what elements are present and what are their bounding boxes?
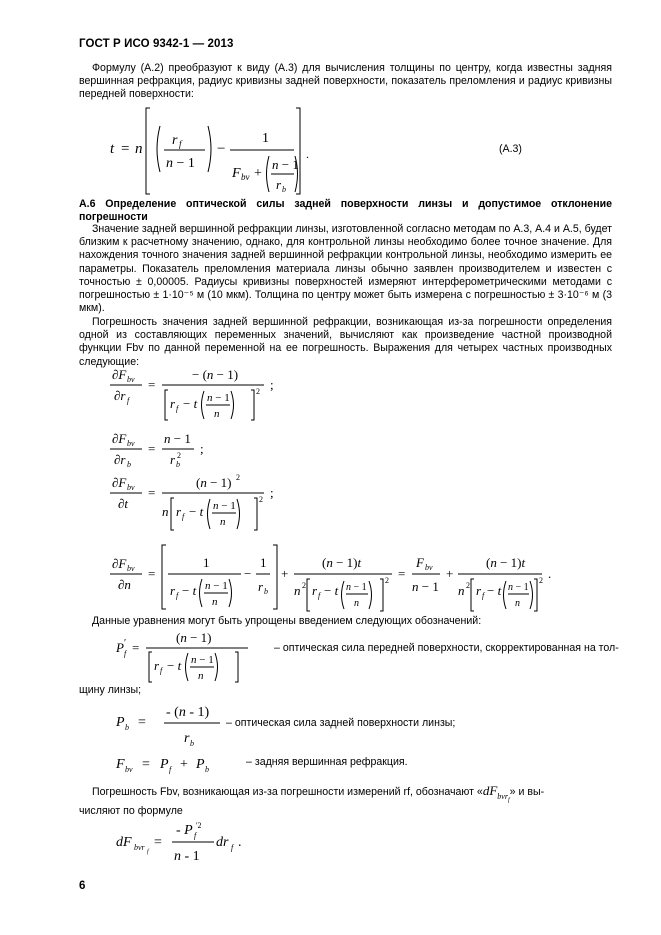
svg-text:=: = — [138, 715, 146, 730]
svg-text:f: f — [147, 849, 149, 855]
svg-text:f: f — [318, 591, 321, 600]
paragraph-partial-derivatives: Погрешность значения задней вершинной рефракции, возникающая из-за погрешности определения одной из составляющих переменных значений, вычисляют как произведение частной производной функции Fbv по данной переменной на ее погрешность. Выражения для четырех частных производных следующие: — [79, 316, 612, 368]
svg-text:b: b — [282, 185, 286, 194]
svg-text:(n − 1): (n − 1) — [196, 475, 232, 490]
page-number: 6 — [79, 880, 86, 892]
svg-text:n: n — [458, 583, 465, 598]
equation-dfbv-drb — [110, 428, 220, 470]
svg-text:F: F — [232, 166, 241, 181]
paragraph-error-rf-end: » и вы- — [509, 786, 545, 798]
svg-text:∂n: ∂n — [118, 577, 131, 592]
svg-text:bv: bv — [127, 375, 135, 384]
svg-text:2: 2 — [385, 576, 389, 585]
svg-text:f: f — [179, 139, 182, 149]
svg-text:2: 2 — [177, 451, 181, 460]
svg-text:.: . — [238, 835, 242, 850]
svg-text:− t: − t — [487, 583, 502, 598]
svg-text:−: − — [217, 141, 226, 157]
svg-text:f: f — [124, 649, 127, 658]
svg-text:n: n — [354, 598, 359, 609]
desc-pb: – оптическая сила задней поверхности линзы; — [226, 717, 456, 729]
svg-text:P: P — [116, 640, 124, 655]
svg-text:=: = — [148, 441, 156, 456]
equation-dfbv-drf — [110, 364, 290, 422]
svg-text:n: n — [162, 504, 169, 519]
svg-text:=: = — [142, 757, 150, 772]
desc-pf: – оптическая сила передней поверхности, скорректированная на тол- — [274, 642, 619, 654]
svg-text:1: 1 — [203, 555, 210, 570]
svg-text:f: f — [176, 591, 179, 600]
svg-text:f: f — [194, 831, 197, 840]
svg-text:∂F: ∂F — [112, 367, 127, 382]
svg-text:;: ; — [200, 441, 204, 456]
svg-text:P: P — [196, 757, 205, 772]
document-header: ГОСТ Р ИСО 9342-1 — 2013 — [79, 38, 234, 50]
svg-text:2: 2 — [466, 581, 470, 590]
svg-text:bv: bv — [125, 765, 133, 774]
svg-text:f: f — [482, 591, 485, 600]
svg-text:n: n — [135, 141, 143, 157]
desc-pf-continued: щину линзы; — [79, 684, 142, 696]
svg-text:;: ; — [270, 485, 274, 500]
svg-text:+: + — [281, 566, 289, 581]
svg-text:− t: − t — [189, 504, 204, 519]
equation-dfbv-dn — [110, 543, 560, 613]
paragraph-error-rf — [79, 783, 612, 804]
svg-text:∂r: ∂r — [114, 452, 126, 467]
svg-text:n − 1: n − 1 — [412, 579, 439, 594]
svg-text:− t: − t — [324, 583, 339, 598]
svg-text:f: f — [169, 765, 172, 774]
svg-text:n: n — [220, 516, 226, 528]
inline-symbol-dfbvrf: $dF_{bvr_f}$ — [482, 783, 510, 804]
svg-text:P: P — [160, 757, 169, 772]
equation-dfbv-dt — [110, 472, 290, 532]
svg-text:n − 1: n − 1 — [508, 582, 529, 593]
svg-text:r: r — [176, 504, 182, 519]
svg-text:n: n — [515, 598, 520, 609]
equation-number: (А.3) — [499, 143, 522, 155]
svg-text:b: b — [176, 460, 180, 469]
svg-text:∂t: ∂t — [118, 496, 129, 511]
svg-text:∂F: ∂F — [112, 475, 127, 490]
svg-text:b: b — [205, 765, 209, 774]
svg-text:∂F: ∂F — [112, 556, 127, 571]
svg-text:;: ; — [270, 377, 274, 392]
svg-text:n: n — [294, 583, 301, 598]
svg-text:'2: '2 — [196, 821, 202, 830]
svg-text:+: + — [446, 566, 454, 581]
paragraph-error-rf-start: Погрешность Fbv, возникающая из-за погрешности измерений rf, обозначают « — [92, 786, 483, 798]
svg-text:−: − — [244, 566, 252, 581]
svg-text:dF: dF — [116, 835, 132, 850]
svg-text:=: = — [121, 141, 130, 157]
svg-text:r: r — [170, 583, 176, 598]
svg-text:(n − 1): (n − 1) — [176, 630, 212, 645]
svg-text:n: n — [212, 596, 218, 608]
svg-text:− (n − 1): − (n − 1) — [192, 367, 239, 382]
svg-text:n − 1: n − 1 — [213, 500, 236, 512]
svg-text:′: ′ — [124, 638, 127, 649]
svg-text:2: 2 — [236, 473, 240, 482]
svg-text:- (n - 1): - (n - 1) — [166, 705, 210, 720]
equation-a3 — [110, 104, 340, 198]
svg-text:1: 1 — [262, 131, 269, 146]
svg-text:− t: − t — [167, 658, 182, 673]
svg-text:- P: - P — [176, 823, 193, 838]
svg-text:b: b — [125, 723, 129, 732]
svg-text:F: F — [116, 757, 125, 772]
svg-text:b: b — [264, 587, 268, 596]
svg-text:=: = — [148, 377, 156, 392]
svg-text:∂F: ∂F — [112, 431, 127, 446]
svg-text:f: f — [160, 666, 163, 675]
svg-text:+: + — [180, 757, 188, 772]
svg-text:=: = — [132, 640, 140, 655]
svg-text:r: r — [184, 731, 190, 746]
svg-text:(n − 1)t: (n − 1)t — [486, 555, 526, 570]
svg-text:r: r — [312, 583, 318, 598]
equation-dfbvrf — [114, 818, 264, 866]
svg-text:+: + — [254, 166, 262, 181]
paragraph-accuracy: Значение задней вершинной рефракции линзы, изготовленной согласно методам по А.3, А.4 и А.5, будет близким к расчетному значению, однако, для контрольной линзы необходимо более точное значение. Для нахождения точного значения задней вершинной рефракции контрольной линзы, необходимо измерить ее параметры. Показатель преломления материала линзы обычно заявлен производителем и известен с точностью ± 0,00005. Радиусы кривизны поверхностей измеряют интерферометрическими методами с погрешностью ± 1·10⁻⁵ м (10 мкм). Толщина по центру может быть измерена с погрешностью ± 3·10⁻⁶ м (3 мкм). — [79, 223, 613, 315]
svg-text:b: b — [190, 739, 194, 748]
svg-text:t: t — [110, 141, 115, 157]
svg-text:r: r — [476, 583, 482, 598]
section-heading: А.6 Определение оптической силы задней поверхности линзы и допустимое отклонение погрешности — [79, 198, 612, 224]
svg-text:bv: bv — [127, 439, 135, 448]
svg-text:f: f — [176, 404, 179, 413]
paragraph-intro: Формулу (А.2) преобразуют к виду (А.3) для вычисления толщины по центру, когда известны задняя вершинная рефракция, радиус кривизны задней поверхности, показатель преломления и радиус кривизны передней поверхности: — [79, 62, 612, 101]
paragraph-simplify: Данные уравнения могут быть упрощены введением следующих обозначений: — [92, 615, 482, 627]
paragraph-error-rf-continued: числяют по формуле — [79, 805, 183, 817]
svg-text:=: = — [398, 566, 406, 581]
svg-text:r: r — [170, 396, 176, 411]
svg-text:bv: bv — [425, 563, 433, 572]
svg-text:r: r — [276, 177, 282, 192]
svg-text:b: b — [127, 460, 131, 469]
svg-text:2: 2 — [256, 387, 260, 396]
svg-text:=: = — [154, 835, 162, 850]
svg-text:f: f — [231, 843, 234, 852]
svg-text:2: 2 — [259, 495, 263, 504]
svg-text:r: r — [172, 133, 178, 148]
svg-text:.: . — [306, 147, 309, 161]
svg-text:(n − 1)t: (n − 1)t — [322, 555, 362, 570]
svg-text:bvr: bvr — [134, 843, 145, 852]
svg-text:r: r — [154, 658, 160, 673]
svg-text:=: = — [148, 566, 156, 581]
svg-text:1: 1 — [260, 555, 267, 570]
equation-pf — [114, 630, 264, 684]
svg-text:n − 1: n − 1 — [191, 654, 214, 666]
svg-text:n - 1: n - 1 — [174, 849, 200, 864]
svg-text:=: = — [148, 485, 156, 500]
svg-text:n − 1: n − 1 — [164, 431, 191, 446]
svg-text:P: P — [116, 715, 125, 730]
svg-text:n: n — [214, 408, 220, 420]
svg-text:n − 1: n − 1 — [207, 392, 230, 404]
svg-text:∂r: ∂r — [114, 388, 126, 403]
svg-text:bv: bv — [241, 172, 250, 182]
svg-text:r: r — [170, 452, 176, 467]
svg-text:r: r — [258, 579, 264, 594]
svg-text:bv: bv — [127, 483, 135, 492]
svg-text:bv: bv — [127, 564, 135, 573]
svg-text:n − 1: n − 1 — [166, 156, 195, 171]
equation-pb — [114, 700, 224, 748]
svg-text:n − 1: n − 1 — [346, 582, 367, 593]
svg-text:2: 2 — [302, 581, 306, 590]
svg-text:n − 1: n − 1 — [205, 580, 228, 592]
svg-text:f: f — [127, 396, 130, 405]
equation-fbv — [114, 750, 254, 776]
svg-text:n: n — [198, 670, 204, 682]
svg-text:dr: dr — [216, 835, 229, 850]
svg-text:F: F — [416, 555, 424, 570]
svg-text:− t: − t — [182, 583, 197, 598]
desc-fbv: – задняя вершинная рефракция. — [246, 756, 408, 768]
svg-text:f: f — [182, 512, 185, 521]
svg-text:.: . — [548, 566, 552, 581]
svg-text:− t: − t — [183, 396, 198, 411]
svg-text:2: 2 — [539, 576, 543, 585]
svg-text:n − 1: n − 1 — [272, 157, 299, 172]
